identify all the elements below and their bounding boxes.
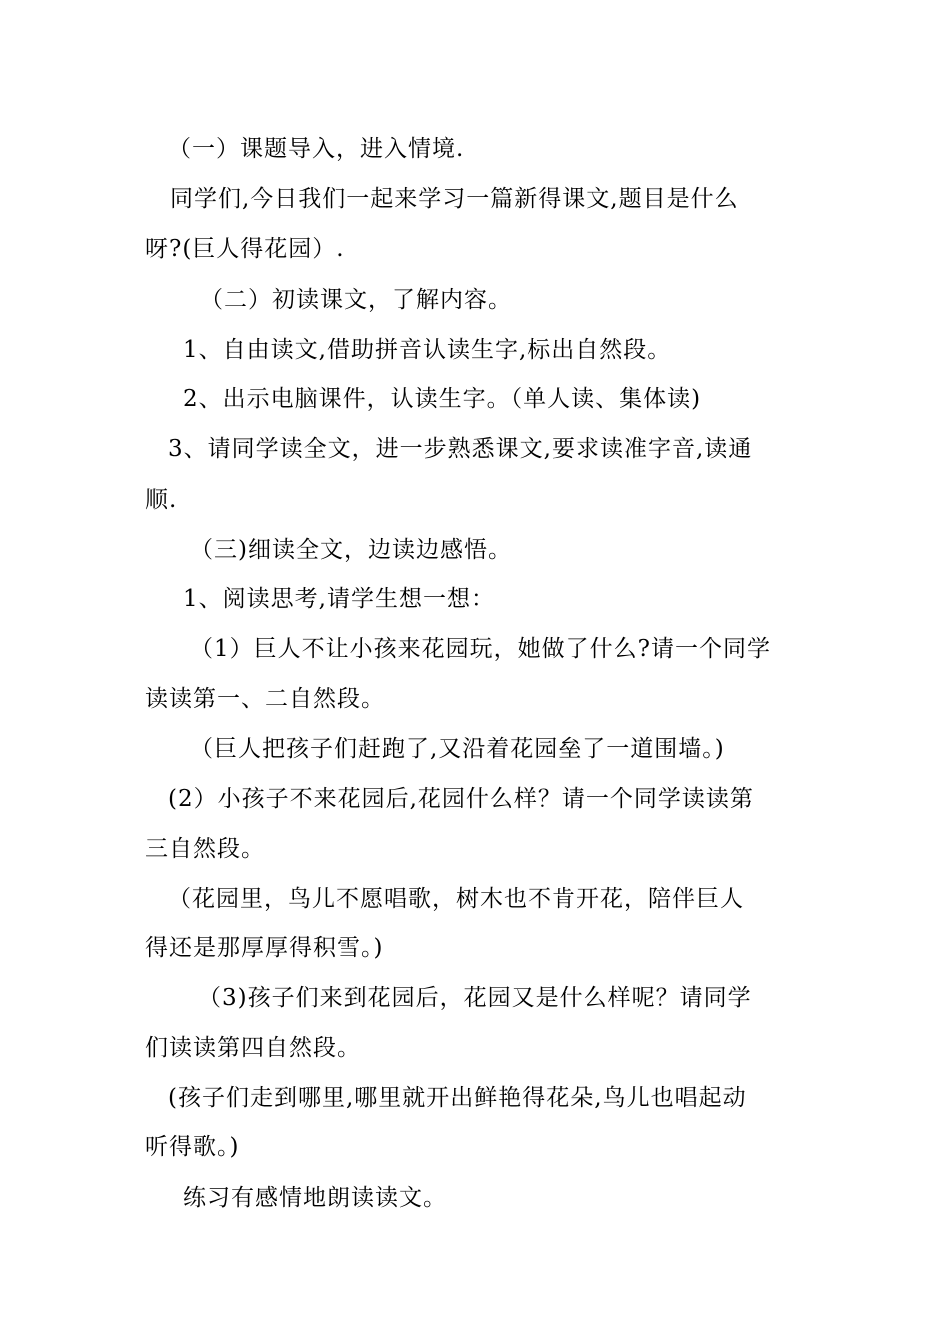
question-line: （3)孩子们来到花园后，花园又是什么样呢？请同学 [198,985,752,1011]
question-line-continued: 读读第一、二自然段。 [145,686,385,712]
answer-line-continued: 得还是那厚厚得积雪。) [145,935,384,961]
list-item-continued: 顺. [145,487,178,513]
section-heading-1: （一）课题导入，进入情境. [168,136,465,162]
paragraph-line: 呀?(巨人得花园）. [145,236,345,262]
list-item: 3、请同学读全文，进一步熟悉课文,要求读准字音,读通 [168,436,753,462]
answer-line: (孩子们走到哪里,哪里就开出鲜艳得花朵,鸟儿也唱起动 [168,1085,747,1111]
question-line-continued: 三自然段。 [145,836,265,862]
question-line-continued: 们读读第四自然段。 [145,1035,361,1061]
paragraph-line: 同学们,今日我们一起来学习一篇新得课文,题目是什么 [170,186,739,212]
question-line: （1）巨人不让小孩来花园玩，她做了什么?请一个同学 [190,636,771,662]
section-heading-3: （三)细读全文，边读边感悟。 [190,537,512,563]
answer-line: （花园里，鸟儿不愿唱歌，树木也不肯开花，陪伴巨人 [168,886,744,912]
list-item: 2、出示电脑课件，认读生字。（单人读、集体读) [183,386,702,412]
section-heading-2: （二）初读课文，了解内容。 [200,287,512,313]
list-item: 1、阅读思考,请学生想一想： [183,586,495,612]
answer-line: （巨人把孩子们赶跑了,又沿着花园垒了一道围墙。) [190,736,725,762]
practice-line: 练习有感情地朗读读文。 [183,1185,447,1211]
answer-line-continued: 听得歌。) [145,1134,240,1160]
question-line: (2）小孩子不来花园后,花园什么样？请一个同学读读第 [168,786,754,812]
list-item: 1、自由读文,借助拼音认读生字,标出自然段。 [183,337,672,363]
